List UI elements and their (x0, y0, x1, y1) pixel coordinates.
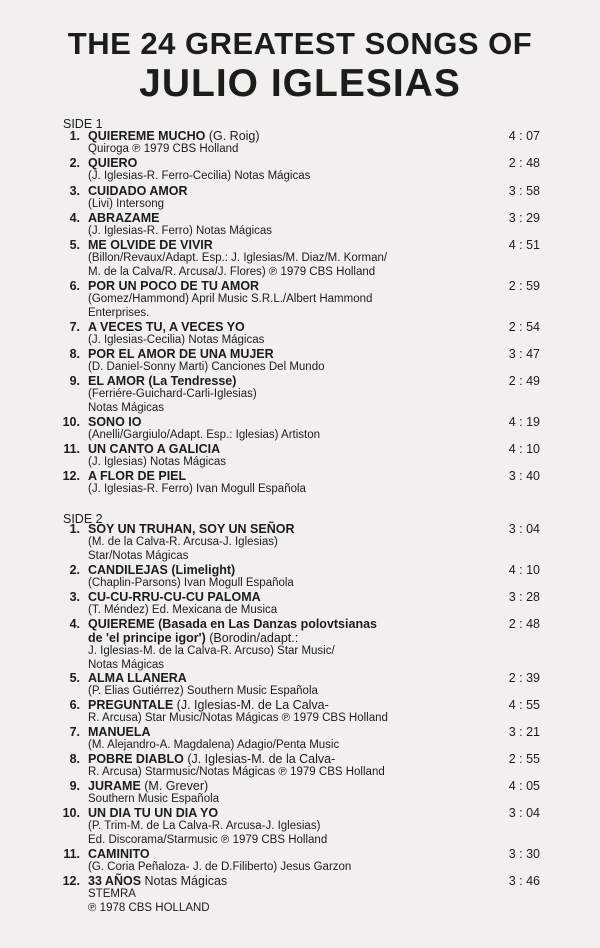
track-heading (88, 847, 150, 861)
track-number: 6. (69, 279, 80, 293)
track-credits (88, 536, 488, 563)
credit-line: (P. Elias Gutiérrez) Southern Music Española (88, 685, 318, 697)
track-heading (88, 671, 187, 685)
credit-line: M. de la Calva/R. Arcusa/J. Flores) ℗ 1979 CBS Holland (88, 265, 376, 278)
track-heading (88, 129, 260, 143)
track-title: CU-CU-RRU-CU-CU PALOMA (88, 590, 261, 604)
track-duration: 3 : 29 (508, 211, 540, 225)
track-title: ME OLVIDE DE VIVIR (88, 238, 213, 252)
track-heading (88, 320, 245, 334)
track-duration: 3 : 04 (508, 522, 540, 536)
page-title-line1: THE 24 GREATEST SONGS OF (67, 26, 533, 61)
track-title: POBRE DIABLO (88, 752, 184, 766)
track-heading (88, 590, 261, 604)
track-heading (88, 617, 377, 631)
track-heading (88, 522, 295, 536)
track-heading (88, 806, 218, 820)
track-duration: 2 : 59 (508, 279, 540, 293)
credit-line: (Gomez/Hammond) April Music S.R.L./Albert Hammond (88, 293, 373, 305)
track-title: SOY UN TRUHAN, SOY UN SEÑOR (88, 522, 295, 536)
track-title: ALMA LLANERA (88, 671, 187, 685)
track-heading (88, 442, 220, 456)
track-duration: 4 : 10 (508, 563, 540, 577)
credit-line: Quiroga ℗ 1979 CBS Holland (88, 143, 239, 155)
track-number: 3. (69, 184, 80, 198)
track-duration: 4 : 07 (508, 129, 540, 143)
credit-line: (Anelli/Gargiulo/Adapt. Esp.: Iglesias) Artiston (88, 429, 321, 441)
track-credits (88, 712, 488, 726)
credit-line: Enterprises. (88, 306, 150, 319)
track-title: A VECES TU, A VECES YO (88, 320, 245, 334)
credit-line: (Chaplin-Parsons) Ivan Mogull Española (88, 577, 294, 589)
track-duration: 4 : 05 (508, 779, 540, 793)
track-number: 3. (69, 590, 80, 604)
track-credits (88, 334, 488, 348)
track-number: 7. (69, 320, 80, 334)
track-title: MANUELA (88, 725, 151, 739)
track-title: CANDILEJAS (Limelight) (88, 563, 236, 577)
track-heading (88, 725, 151, 739)
track-heading (88, 347, 274, 361)
track-heading (88, 779, 208, 793)
track-duration: 4 : 51 (508, 238, 540, 252)
track-number: 2. (69, 156, 80, 170)
track-number: 7. (69, 725, 80, 739)
track-number: 6. (69, 698, 80, 712)
track-credits (88, 861, 488, 875)
track-heading (88, 238, 213, 252)
track-duration: 2 : 55 (508, 752, 540, 766)
track-duration: 2 : 54 (508, 320, 540, 334)
track-heading (88, 415, 141, 429)
side1-label: SIDE 1 (63, 117, 103, 131)
track-inline-credit: Notas Mágicas (141, 874, 228, 888)
track-inline-credit-cont: (Borodin/adapt.: (205, 631, 299, 645)
track-credits (88, 252, 488, 279)
track-credits (88, 888, 488, 915)
track-number: 4. (69, 211, 80, 225)
track-heading-cont (88, 631, 298, 645)
track-title: EL AMOR (La Tendresse) (88, 374, 237, 388)
track-credits (88, 604, 488, 618)
track-heading (88, 156, 137, 170)
credit-line: (G. Coria Peñaloza- J. de D.Filiberto) Jesus Garzon (88, 861, 352, 873)
track-title: POR EL AMOR DE UNA MUJER (88, 347, 274, 361)
track-duration: 3 : 28 (508, 590, 540, 604)
track-credits (88, 225, 488, 239)
track-duration: 2 : 48 (508, 617, 540, 631)
credit-line: STEMRA (88, 888, 136, 900)
credit-line: (M. de la Calva-R. Arcusa-J. Iglesias) (88, 536, 278, 548)
track-number: 12. (62, 874, 80, 888)
track-title: A FLOR DE PIEL (88, 469, 187, 483)
track-credits (88, 820, 488, 847)
track-credits (88, 361, 488, 375)
track-credits (88, 388, 488, 415)
track-inline-credit: (J. Iglesias-M. de la Calva- (183, 752, 336, 766)
track-title: JURAME (88, 779, 141, 793)
track-duration: 4 : 19 (508, 415, 540, 429)
credit-line: Southern Music Española (88, 793, 220, 805)
credit-line: (J. Iglesias-R. Ferro) Notas Mágicas (88, 225, 273, 237)
track-credits (88, 645, 488, 672)
track-inline-credit: (J. Iglesias-M. de La Calva- (173, 698, 329, 712)
track-duration: 4 : 10 (508, 442, 540, 456)
track-title: POR UN POCO DE TU AMOR (88, 279, 260, 293)
track-number: 5. (69, 671, 80, 685)
credit-line: Star/Notas Mágicas (88, 549, 189, 562)
credit-line: (D. Daniel-Sonny Marti) Canciones Del Mundo (88, 361, 325, 373)
track-credits (88, 483, 488, 497)
track-duration: 2 : 39 (508, 671, 540, 685)
track-heading (88, 211, 160, 225)
track-title: QUIERO (88, 156, 138, 170)
track-heading (88, 698, 329, 712)
track-credits (88, 739, 488, 753)
track-credits (88, 170, 488, 184)
credit-line: (T. Méndez) Ed. Mexicana de Musica (88, 604, 278, 616)
credit-line: R. Arcusa) Starmusic/Notas Mágicas ℗ 1979 CBS Holland (88, 766, 385, 778)
track-number: 8. (69, 752, 80, 766)
track-credits (88, 429, 488, 443)
track-heading (88, 184, 188, 198)
track-credits (88, 456, 488, 470)
track-number: 2. (69, 563, 80, 577)
track-credits (88, 577, 488, 591)
track-number: 12. (62, 469, 80, 483)
track-heading (88, 374, 236, 388)
track-duration: 3 : 30 (508, 847, 540, 861)
credit-line: (Ferriére-Guichard-Carli-Iglesias) (88, 388, 257, 400)
track-number: 1. (69, 129, 80, 143)
credit-line: R. Arcusa) Star Music/Notas Mágicas ℗ 1979 CBS Holland (88, 712, 388, 724)
track-duration: 3 : 04 (508, 806, 540, 820)
track-number: 10. (62, 806, 80, 820)
credit-line: (M. Alejandro-A. Magdalena) Adagio/Penta Music (88, 739, 340, 751)
credit-line: (Livi) Intersong (88, 198, 165, 210)
track-credits (88, 143, 488, 157)
credit-line: Notas Mágicas (88, 401, 165, 414)
track-title: 33 AÑOS (88, 874, 142, 888)
track-number: 9. (69, 779, 80, 793)
track-duration: 3 : 40 (508, 469, 540, 483)
track-number: 5. (69, 238, 80, 252)
track-credits (88, 685, 488, 699)
credit-line: J. Iglesias-M. de la Calva-R. Arcuso) Star Music/ (88, 645, 335, 657)
track-heading (88, 752, 335, 766)
credit-line: (J. Iglesias) Notas Mágicas (88, 456, 227, 468)
track-number: 4. (69, 617, 80, 631)
track-number: 9. (69, 374, 80, 388)
track-heading (88, 279, 259, 293)
track-duration: 3 : 58 (508, 184, 540, 198)
credit-line: Ed. Discorama/Starmusic ℗ 1979 CBS Holland (88, 833, 328, 846)
track-title: PREGUNTALE (88, 698, 174, 712)
track-title: ABRAZAME (88, 211, 160, 225)
track-title: UN DIA TU UN DIA YO (88, 806, 219, 820)
track-credits (88, 293, 488, 320)
track-inline-credit: (M. Grever) (140, 779, 209, 793)
track-heading (88, 563, 235, 577)
track-number: 8. (69, 347, 80, 361)
track-number: 1. (69, 522, 80, 536)
track-duration: 2 : 49 (508, 374, 540, 388)
track-duration: 3 : 46 (508, 874, 540, 888)
credit-line: (J. Iglesias-Cecilia) Notas Mágicas (88, 334, 265, 346)
credit-line: (J. Iglesias-R. Ferro-Cecilia) Notas Mágicas (88, 170, 311, 182)
track-duration: 3 : 47 (508, 347, 540, 361)
track-inline-credit: (G. Roig) (205, 129, 260, 143)
track-heading (88, 469, 186, 483)
track-title: QUIEREME MUCHO (88, 129, 206, 143)
track-title: SONO IO (88, 415, 142, 429)
track-credits (88, 198, 488, 212)
track-duration: 3 : 21 (508, 725, 540, 739)
page-title-artist: JULIO IGLESIAS (139, 62, 461, 105)
track-duration: 4 : 55 (508, 698, 540, 712)
credit-line: (J. Iglesias-R. Ferro) Ivan Mogull Española (88, 483, 306, 495)
track-number: 11. (63, 847, 80, 861)
credit-line: (Billon/Revaux/Adapt. Esp.: J. Iglesias/M. Diaz/M. Korman/ (88, 252, 388, 264)
track-duration: 2 : 48 (508, 156, 540, 170)
credit-line: Notas Mágicas (88, 658, 165, 671)
track-heading (88, 874, 227, 888)
credit-line: ℗ 1978 CBS HOLLAND (88, 901, 210, 914)
side2-label: SIDE 2 (63, 512, 103, 526)
track-number: 10. (62, 415, 80, 429)
track-credits (88, 766, 488, 780)
track-title: CUIDADO AMOR (88, 184, 188, 198)
credit-line: (P. Trim-M. de La Calva-R. Arcusa-J. Iglesias) (88, 820, 321, 832)
track-credits (88, 793, 488, 807)
track-title: CAMINITO (88, 847, 150, 861)
track-title-cont: de 'el principe igor') (88, 631, 206, 645)
track-number: 11. (63, 442, 80, 456)
track-title: QUIEREME (Basada en Las Danzas polovtsianas (88, 617, 377, 631)
track-title: UN CANTO A GALICIA (88, 442, 221, 456)
